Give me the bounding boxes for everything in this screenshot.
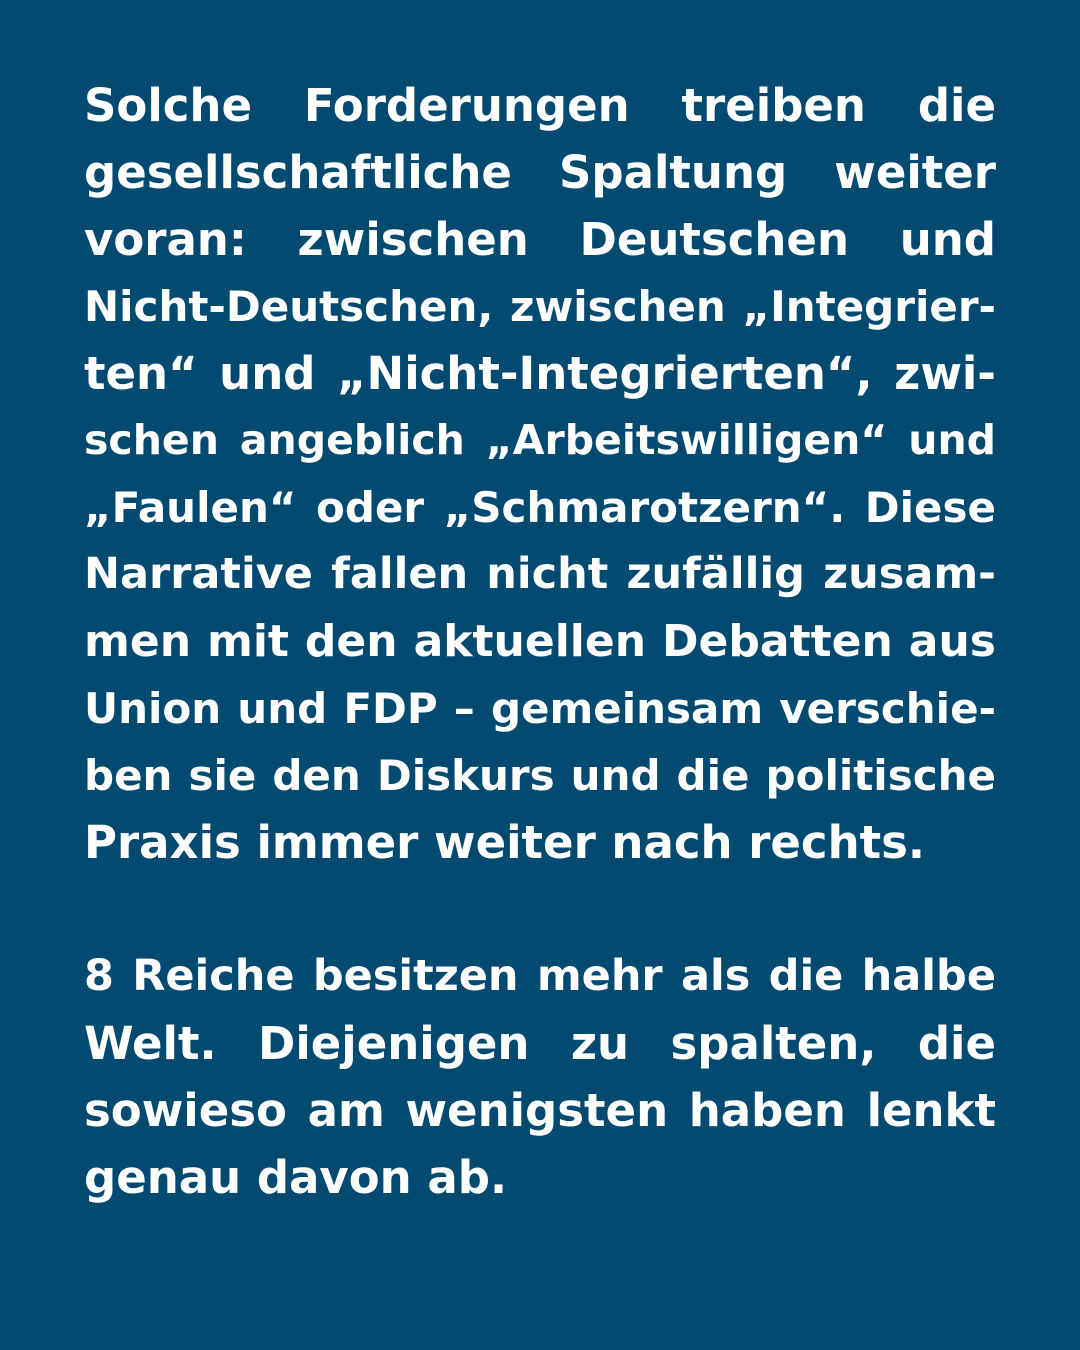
text-line: gesellschaftliche Spaltung weiter [84,146,996,199]
text-line: Praxis immer weiter nach rechts. [84,816,926,869]
text-line: genau davon ab. [84,1151,508,1204]
text-line: Narrative fallen nicht zufällig zusam- [84,549,996,599]
text-line: Union und FDP – gemeinsam verschie- [84,684,996,733]
text-line: voran: zwischen Deutschen und [84,213,996,266]
text-line: schen angeblich „Arbeitswilligen“ und [84,416,996,464]
paragraph-2 [84,943,996,1211]
text-line: Solche Forderungen treiben die [84,79,996,132]
text-line: ten“ und „Nicht-Integrierten“, zwi- [84,347,996,400]
text-line: Nicht-Deutschen, zwischen „Integrier- [84,282,996,331]
text-line: 8 Reiche besitzen mehr als die halbe [84,951,996,1001]
text-line: ben sie den Diskurs und die politische [84,751,996,800]
paragraph-1 [84,72,996,876]
text-line: men mit den aktuellen Debatten aus [84,616,996,667]
text-line: Welt. Diejenigen zu spalten, die [84,1017,996,1070]
text-line: sowieso am wenigsten haben lenkt [84,1084,996,1137]
text-line: „Faulen“ oder „Schmarotzern“. Diese [84,483,996,532]
